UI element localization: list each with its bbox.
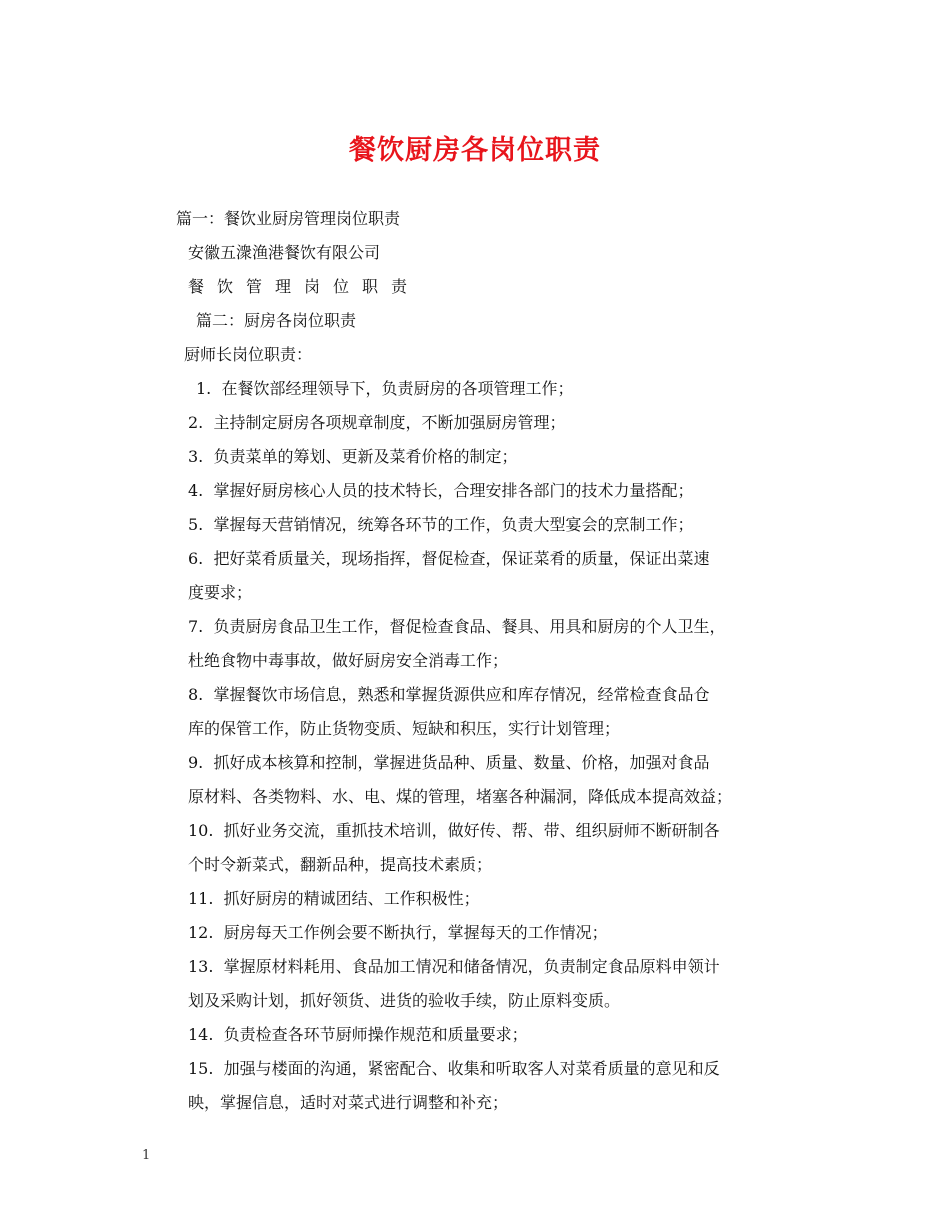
list-item-continuation: 原材料、各类物料、水、电、煤的管理，堵塞各种漏洞，降低成本提高效益； bbox=[188, 787, 733, 806]
page-number: 1 bbox=[142, 1148, 151, 1163]
list-item: 5. 掌握每天营销情况，统筹各环节的工作，负责大型宴会的烹制工作； bbox=[188, 515, 694, 534]
list-item: 10. 抓好业务交流，重抓技术培训，做好传、帮、带、组织厨师不断研制各 bbox=[188, 821, 720, 840]
section-heading-1: 篇一：餐饮业厨房管理岗位职责 bbox=[176, 209, 401, 228]
list-item: 11. 抓好厨房的精诚团结、工作积极性； bbox=[188, 889, 480, 908]
document-body bbox=[176, 202, 816, 1120]
list-item: 15. 加强与楼面的沟通，紧密配合、收集和听取客人对菜肴质量的意见和反 bbox=[188, 1059, 720, 1078]
list-item-continuation: 度要求； bbox=[188, 583, 253, 602]
list-item: 12. 厨房每天工作例会要不断执行，掌握每天的工作情况； bbox=[188, 923, 608, 942]
list-item: 7. 负责厨房食品卫生工作，督促检查食品、餐具、用具和厨房的个人卫生， bbox=[188, 617, 726, 636]
list-item: 6. 把好菜肴质量关，现场指挥，督促检查，保证菜肴的质量，保证出菜速 bbox=[188, 549, 710, 568]
list-item: 14. 负责检查各环节厨师操作规范和质量要求； bbox=[188, 1025, 528, 1044]
list-item: 1. 在餐饮部经理领导下，负责厨房的各项管理工作； bbox=[196, 379, 574, 398]
list-item-continuation: 划及采购计划，抓好领货、进货的验收手续，防止原料变质。 bbox=[188, 991, 621, 1010]
list-item-continuation: 杜绝食物中毒事故，做好厨房安全消毒工作； bbox=[188, 651, 509, 670]
role-heading: 厨师长岗位职责： bbox=[184, 345, 313, 364]
subtitle-line: 餐饮管理岗位职责 bbox=[188, 277, 421, 296]
document-title: 餐饮厨房各岗位职责 bbox=[349, 135, 601, 166]
list-item-continuation: 库的保管工作，防止货物变质、短缺和积压，实行计划管理； bbox=[188, 719, 621, 738]
list-item: 13. 掌握原材料耗用、食品加工情况和储备情况，负责制定食品原料申领计 bbox=[188, 957, 720, 976]
section-heading-2: 篇二：厨房各岗位职责 bbox=[196, 311, 357, 330]
list-item: 9. 抓好成本核算和控制，掌握进货品种、质量、数量、价格，加强对食品 bbox=[188, 753, 710, 772]
company-name: 安徽五潨渔港餐饮有限公司 bbox=[188, 243, 381, 262]
list-item: 8. 掌握餐饮市场信息，熟悉和掌握货源供应和库存情况，经常检查食品仓 bbox=[188, 685, 710, 704]
list-item-continuation: 个时令新菜式，翻新品种，提高技术素质； bbox=[188, 855, 493, 874]
list-item: 2. 主持制定厨房各项规章制度，不断加强厨房管理； bbox=[188, 413, 566, 432]
list-item: 4. 掌握好厨房核心人员的技术特长，合理安排各部门的技术力量搭配； bbox=[188, 481, 694, 500]
list-item-continuation: 映，掌握信息，适时对菜式进行调整和补充； bbox=[188, 1093, 509, 1112]
list-item: 3. 负责菜单的筹划、更新及菜肴价格的制定； bbox=[188, 447, 518, 466]
